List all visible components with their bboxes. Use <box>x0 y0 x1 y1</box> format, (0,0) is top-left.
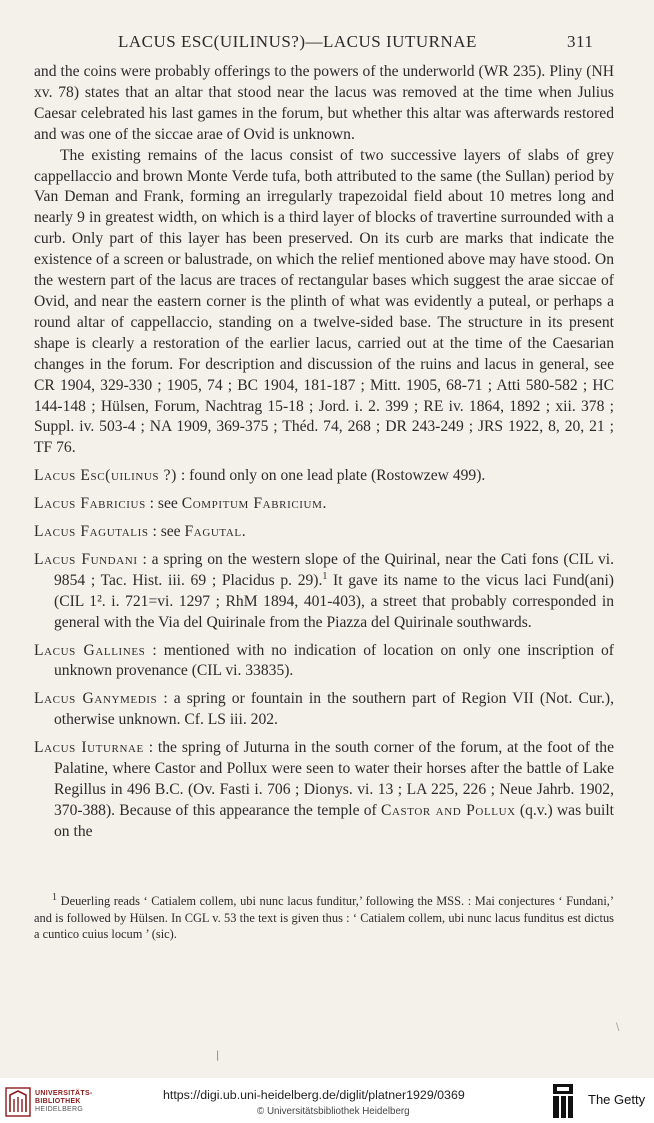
stray-mark: | <box>216 1050 220 1061</box>
entry-text: : see <box>148 523 185 541</box>
entry-text: : mentioned with no indication of location on only one inscription of unknown provenance (CIL vi. 33835). <box>54 641 614 680</box>
stray-mark: \ <box>616 1022 620 1033</box>
entry-text-tail: It gave its name to the vicus laci Fund(ani) (CIL 1². i. 721=vi. 1297 ; RhM 1894, 401-403), a street that probably corresponded in general with the Via del Quirinale from the Piazza del Quirinale southwards. <box>54 571 614 631</box>
library-line: UNIVERSITÄTS- <box>35 1090 93 1097</box>
paragraph: The existing remains of the lacus consist of two successive layers of slabs of grey cappellaccio and brown Monte Verde tufa, both attributed to the same (the Sullan) period by Van Deman and Frank, forming an irregularly trapezoidal field about 10 metres long and nearly 9 in greatest width, on which is a third layer of blocks of travertine surrounded with a curb. Only part of this layer has been preserved. On its curb are marks that indicate the existence of a screen or balustrade, on which the relief mentioned above may have stood. On the western part of the lacus are traces of rectangular bases which suggest the arae siccae of Ovid, and near the eastern corner is the plinth of what was evidently a puteal, or perhaps a round altar of cappellaccio, standing on a twelve-sided base. The structure in its present shape is clearly a restoration of the earlier lacus, carried out at the time of the Caesarian changes in the forum. For description and discussion of the ruins and lacus in general, see CR 1904, 329-330 ; 1905, 74 ; BC 1904, 181-187 ; Mitt. 1905, 68-71 ; Atti 580-582 ; HC 144-148 ; Hülsen, Forum, Nachtrag 15-18 ; Jord. i. 2. 399 ; RE iv. 1864, 1892 ; xii. 378 ; Suppl. iv. 503-4 ; NA 1909, 369-375 ; Théd. 74, 268 ; DR 243-249 ; JRS 1922, 8, 20, 21 ; TF 76. <box>34 146 614 457</box>
running-head-title: LACUS ESC(UILINUS?)—LACUS IUTURNAE <box>118 32 477 51</box>
entry-lacus-iuturnae <box>34 738 614 843</box>
getty-logo-icon <box>551 1082 575 1120</box>
footnote-text: Deuerling reads ‘ Catialem collem, ubi nunc lacus funditur,’ following the MSS. : Mai conjectures ‘ Fundani,’ and is followed by Hülsen. In CGL v. 53 the text is given thus : ‘ Catialem collem, ubi nunc lacus funditus est dictus a cuntico cuius locum ’ (sic). <box>34 894 614 942</box>
page-number: 311 <box>567 32 594 51</box>
entry-heading: Lacus Fabricius <box>34 495 146 513</box>
entry-text-tail: . <box>322 495 327 513</box>
footnote <box>34 893 614 943</box>
permalink-url[interactable]: https://digi.ub.uni-heidelberg.de/diglit/platner1929/0369 <box>163 1088 465 1102</box>
main-text <box>34 62 614 843</box>
library-line: HEIDELBERG <box>35 1106 84 1113</box>
entry-text-tail: (q.v.) was built on the <box>54 801 614 840</box>
digitization-footer <box>0 1078 654 1123</box>
cross-reference: Fagutal <box>184 523 242 541</box>
entry-heading: Lacus Esc(uilinus ?) <box>34 467 177 485</box>
entry-heading: Lacus Fagutalis <box>34 523 149 541</box>
entry-lacus-ganymedis <box>34 689 614 731</box>
entry-text: : a spring or fountain in the southern part of Region VII (Not. Cur.), otherwise unknown. Cf. LS iii. 202. <box>54 690 614 729</box>
entry-text: : found only on one lead plate (Rostowzew 499). <box>176 467 486 485</box>
entry-lacus-esquilinus <box>34 466 614 487</box>
entry-text: : the spring of Juturna in the south corner of the forum, at the foot of the Palatine, where Castor and Pollux were seen to water their horses after the battle of Lake Regillus in 496 B.C. (Ov. Fasti i. 706 ; Dionys. vi. 13 ; LA 225, 226 ; Neue Jahrb. 1902, 370-388). Because of this appearance the temple of <box>54 739 614 819</box>
running-head <box>0 32 654 56</box>
footnote-reference: 1 <box>322 570 328 582</box>
paragraph: and the coins were probably offerings to the powers of the underworld (WR 235). Pliny (NH xv. 78) states that an altar that stood near the lacus was removed at the time when Julius Caesar celebrated his last games in the forum, but whether this altar was afterwards restored and was one of the siccae arae of Ovid is unknown. <box>34 63 614 143</box>
entry-lacus-gallines <box>34 641 614 683</box>
entry-text-tail: . <box>241 523 246 541</box>
footnote-marker: 1 <box>52 891 57 903</box>
partner-name: The Getty <box>588 1092 646 1107</box>
library-name <box>35 1090 93 1114</box>
entry-heading: Lacus Gallines <box>34 641 146 659</box>
entry-text: : see <box>145 495 182 513</box>
entry-text: : a spring on the western slope of the Quirinal, near the Cati fons (CIL vi. 9854 ; Tac. Hist. iii. 69 ; Placidus p. 29). <box>54 550 615 589</box>
university-library-logo-icon <box>5 1087 31 1117</box>
library-line: BIBLIOTHEK <box>35 1098 81 1105</box>
entry-heading: Lacus Ganymedis <box>34 690 158 708</box>
cross-reference: Compitum Fabricium <box>181 495 323 513</box>
copyright-notice: © Universitätsbibliothek Heidelberg <box>257 1106 410 1117</box>
cross-reference: Castor and Pollux <box>380 801 516 819</box>
entry-lacus-fundani <box>34 550 614 634</box>
entry-lacus-fabricius <box>34 494 614 515</box>
entry-lacus-fagutalis <box>34 522 614 543</box>
entry-heading: Lacus Iuturnae <box>34 739 144 757</box>
entry-heading: Lacus Fundani <box>34 550 138 568</box>
